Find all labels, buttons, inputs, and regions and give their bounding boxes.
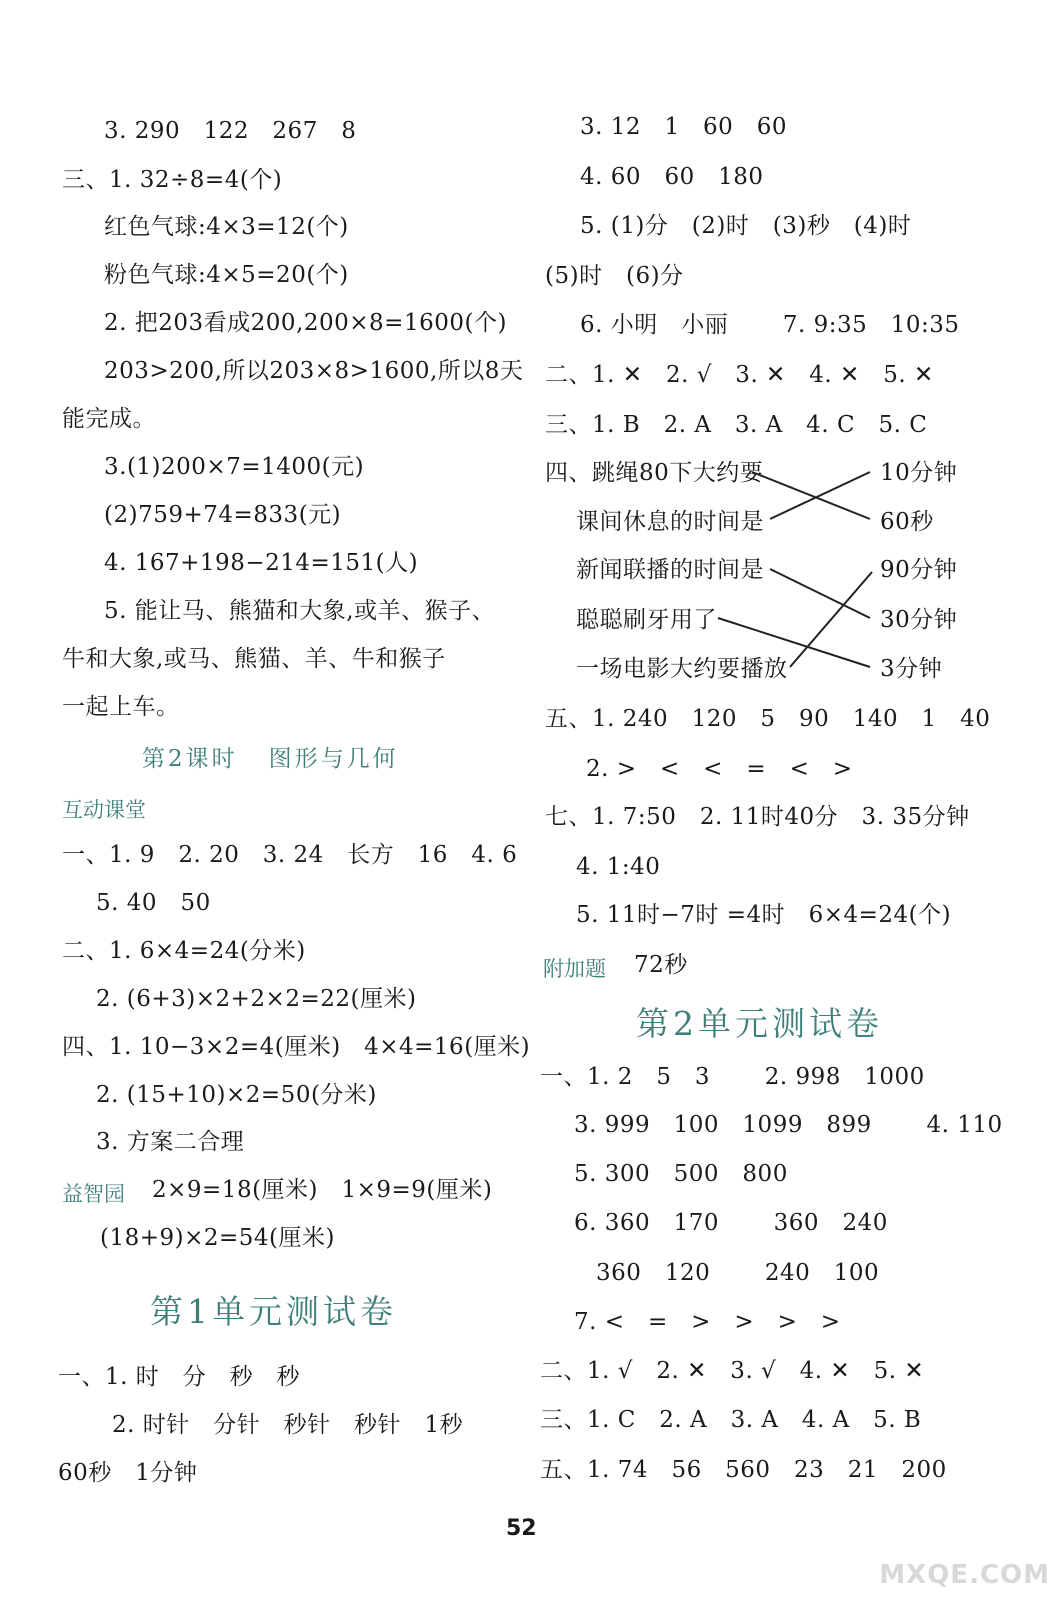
match-line	[790, 572, 872, 667]
answer-line: 3. 290 122 267 8	[104, 118, 357, 144]
answer-line: 一起上车。	[62, 694, 180, 720]
answer-line: 2. > < < = < >	[586, 756, 853, 782]
answer-line: 2. (15+10)×2=50(分米)	[96, 1082, 377, 1108]
answer-line: 2×9=18(厘米) 1×9=9(厘米)	[152, 1177, 493, 1203]
answer-line: (2)759+74=833(元)	[104, 502, 342, 528]
answer-line: 二、1. √ 2. ✕ 3. √ 4. ✕ 5. ✕	[540, 1358, 925, 1384]
answer-line: 一、1. 时 分 秒 秒	[58, 1364, 301, 1390]
match-line	[770, 569, 870, 618]
answer-line: 2. 时针 分针 秒针 秒针 1秒	[112, 1412, 464, 1438]
answer-line: 4. 1:40	[576, 854, 661, 880]
page-number: 52	[506, 1516, 537, 1541]
answer-line: 二、1. 6×4=24(分米)	[62, 938, 306, 964]
answer-line: 五、1. 240 120 5 90 140 1 40	[545, 706, 991, 732]
answer-line: 一、1. 2 5 3 2. 998 1000	[540, 1064, 925, 1090]
answer-line: 5. 能让马、熊猫和大象,或羊、猴子、	[104, 598, 496, 624]
answer-line: 5. 11时−7时 =4时 6×4=24(个)	[576, 902, 952, 928]
answer-line: 五、1. 74 56 560 23 21 200	[540, 1457, 947, 1483]
section-heading: 益智园	[62, 1182, 125, 1206]
answer-line: 红色气球:4×3=12(个)	[104, 214, 349, 240]
match-left-item: 课间休息的时间是	[576, 509, 764, 535]
answer-line: 粉色气球:4×5=20(个)	[104, 262, 349, 288]
match-right-item: 60秒	[880, 509, 934, 535]
answer-line: 3. 12 1 60 60	[580, 114, 787, 140]
match-left-item: 一场电影大约要播放	[576, 656, 788, 682]
match-right-item: 10分钟	[880, 460, 958, 486]
match-right-item: 30分钟	[880, 607, 958, 633]
match-left-item: 四、跳绳80下大约要	[545, 460, 764, 486]
answer-line: 360 120 240 100	[596, 1260, 880, 1286]
answer-line: 4. 167+198−214=151(人)	[104, 550, 419, 576]
unit-title: 第2单元测试卷	[636, 1004, 883, 1043]
answer-line: 牛和大象,或马、熊猫、羊、牛和猴子	[62, 646, 446, 672]
answer-line: 3.(1)200×7=1400(元)	[104, 454, 365, 480]
match-left-item: 新闻联播的时间是	[576, 557, 764, 583]
answer-line: 3. 方案二合理	[96, 1129, 245, 1155]
match-line	[752, 472, 870, 519]
answer-line: 5. 300 500 800	[574, 1161, 788, 1187]
answer-line: 一、1. 9 2. 20 3. 24 长方 16 4. 6	[62, 842, 518, 868]
match-line	[718, 618, 870, 667]
answer-line: 5. 40 50	[96, 890, 211, 916]
section-heading: 附加题	[543, 957, 606, 981]
answer-line: 二、1. ✕ 2. √ 3. ✕ 4. ✕ 5. ✕	[545, 362, 934, 388]
answer-line: 三、1. C 2. A 3. A 4. A 5. B	[540, 1407, 922, 1433]
answer-line: 6. 360 170 360 240	[574, 1210, 888, 1236]
answer-line: 72秒	[634, 952, 688, 978]
answer-line: 2. 把203看成200,200×8=1600(个)	[104, 310, 507, 336]
answer-line: 七、1. 7:50 2. 11时40分 3. 35分钟	[545, 804, 970, 830]
answer-line: 203>200,所以203×8>1600,所以8天	[104, 358, 524, 384]
section-heading: 互动课堂	[62, 798, 146, 822]
unit-title: 第1单元测试卷	[150, 1292, 397, 1331]
match-left-item: 聪聪刷牙用了	[576, 607, 717, 633]
answer-line: 能完成。	[62, 406, 156, 432]
answer-line: 4. 60 60 180	[580, 164, 764, 190]
lesson-title: 第2课时 图形与几何	[142, 746, 399, 772]
answer-line: (18+9)×2=54(厘米)	[100, 1225, 336, 1251]
answer-line: 2. (6+3)×2+2×2=22(厘米)	[96, 986, 417, 1012]
match-right-item: 3分钟	[880, 656, 943, 682]
answer-line: 3. 999 100 1099 899 4. 110	[574, 1112, 1003, 1138]
match-right-item: 90分钟	[880, 557, 958, 583]
answer-line: 6. 小明 小丽 7. 9:35 10:35	[580, 312, 960, 338]
answer-line: (5)时 (6)分	[545, 263, 684, 289]
answer-line: 四、1. 10−3×2=4(厘米) 4×4=16(厘米)	[62, 1034, 531, 1060]
answer-line: 三、1. 32÷8=4(个)	[62, 167, 283, 193]
answer-line: 三、1. B 2. A 3. A 4. C 5. C	[545, 412, 928, 438]
answer-line: 60秒 1分钟	[58, 1460, 198, 1486]
answer-line: 5. (1)分 (2)时 (3)秒 (4)时	[580, 213, 912, 239]
watermark-logo: MXQE.COM	[879, 1560, 1050, 1590]
answer-line: 7. < = > > > >	[574, 1309, 841, 1335]
